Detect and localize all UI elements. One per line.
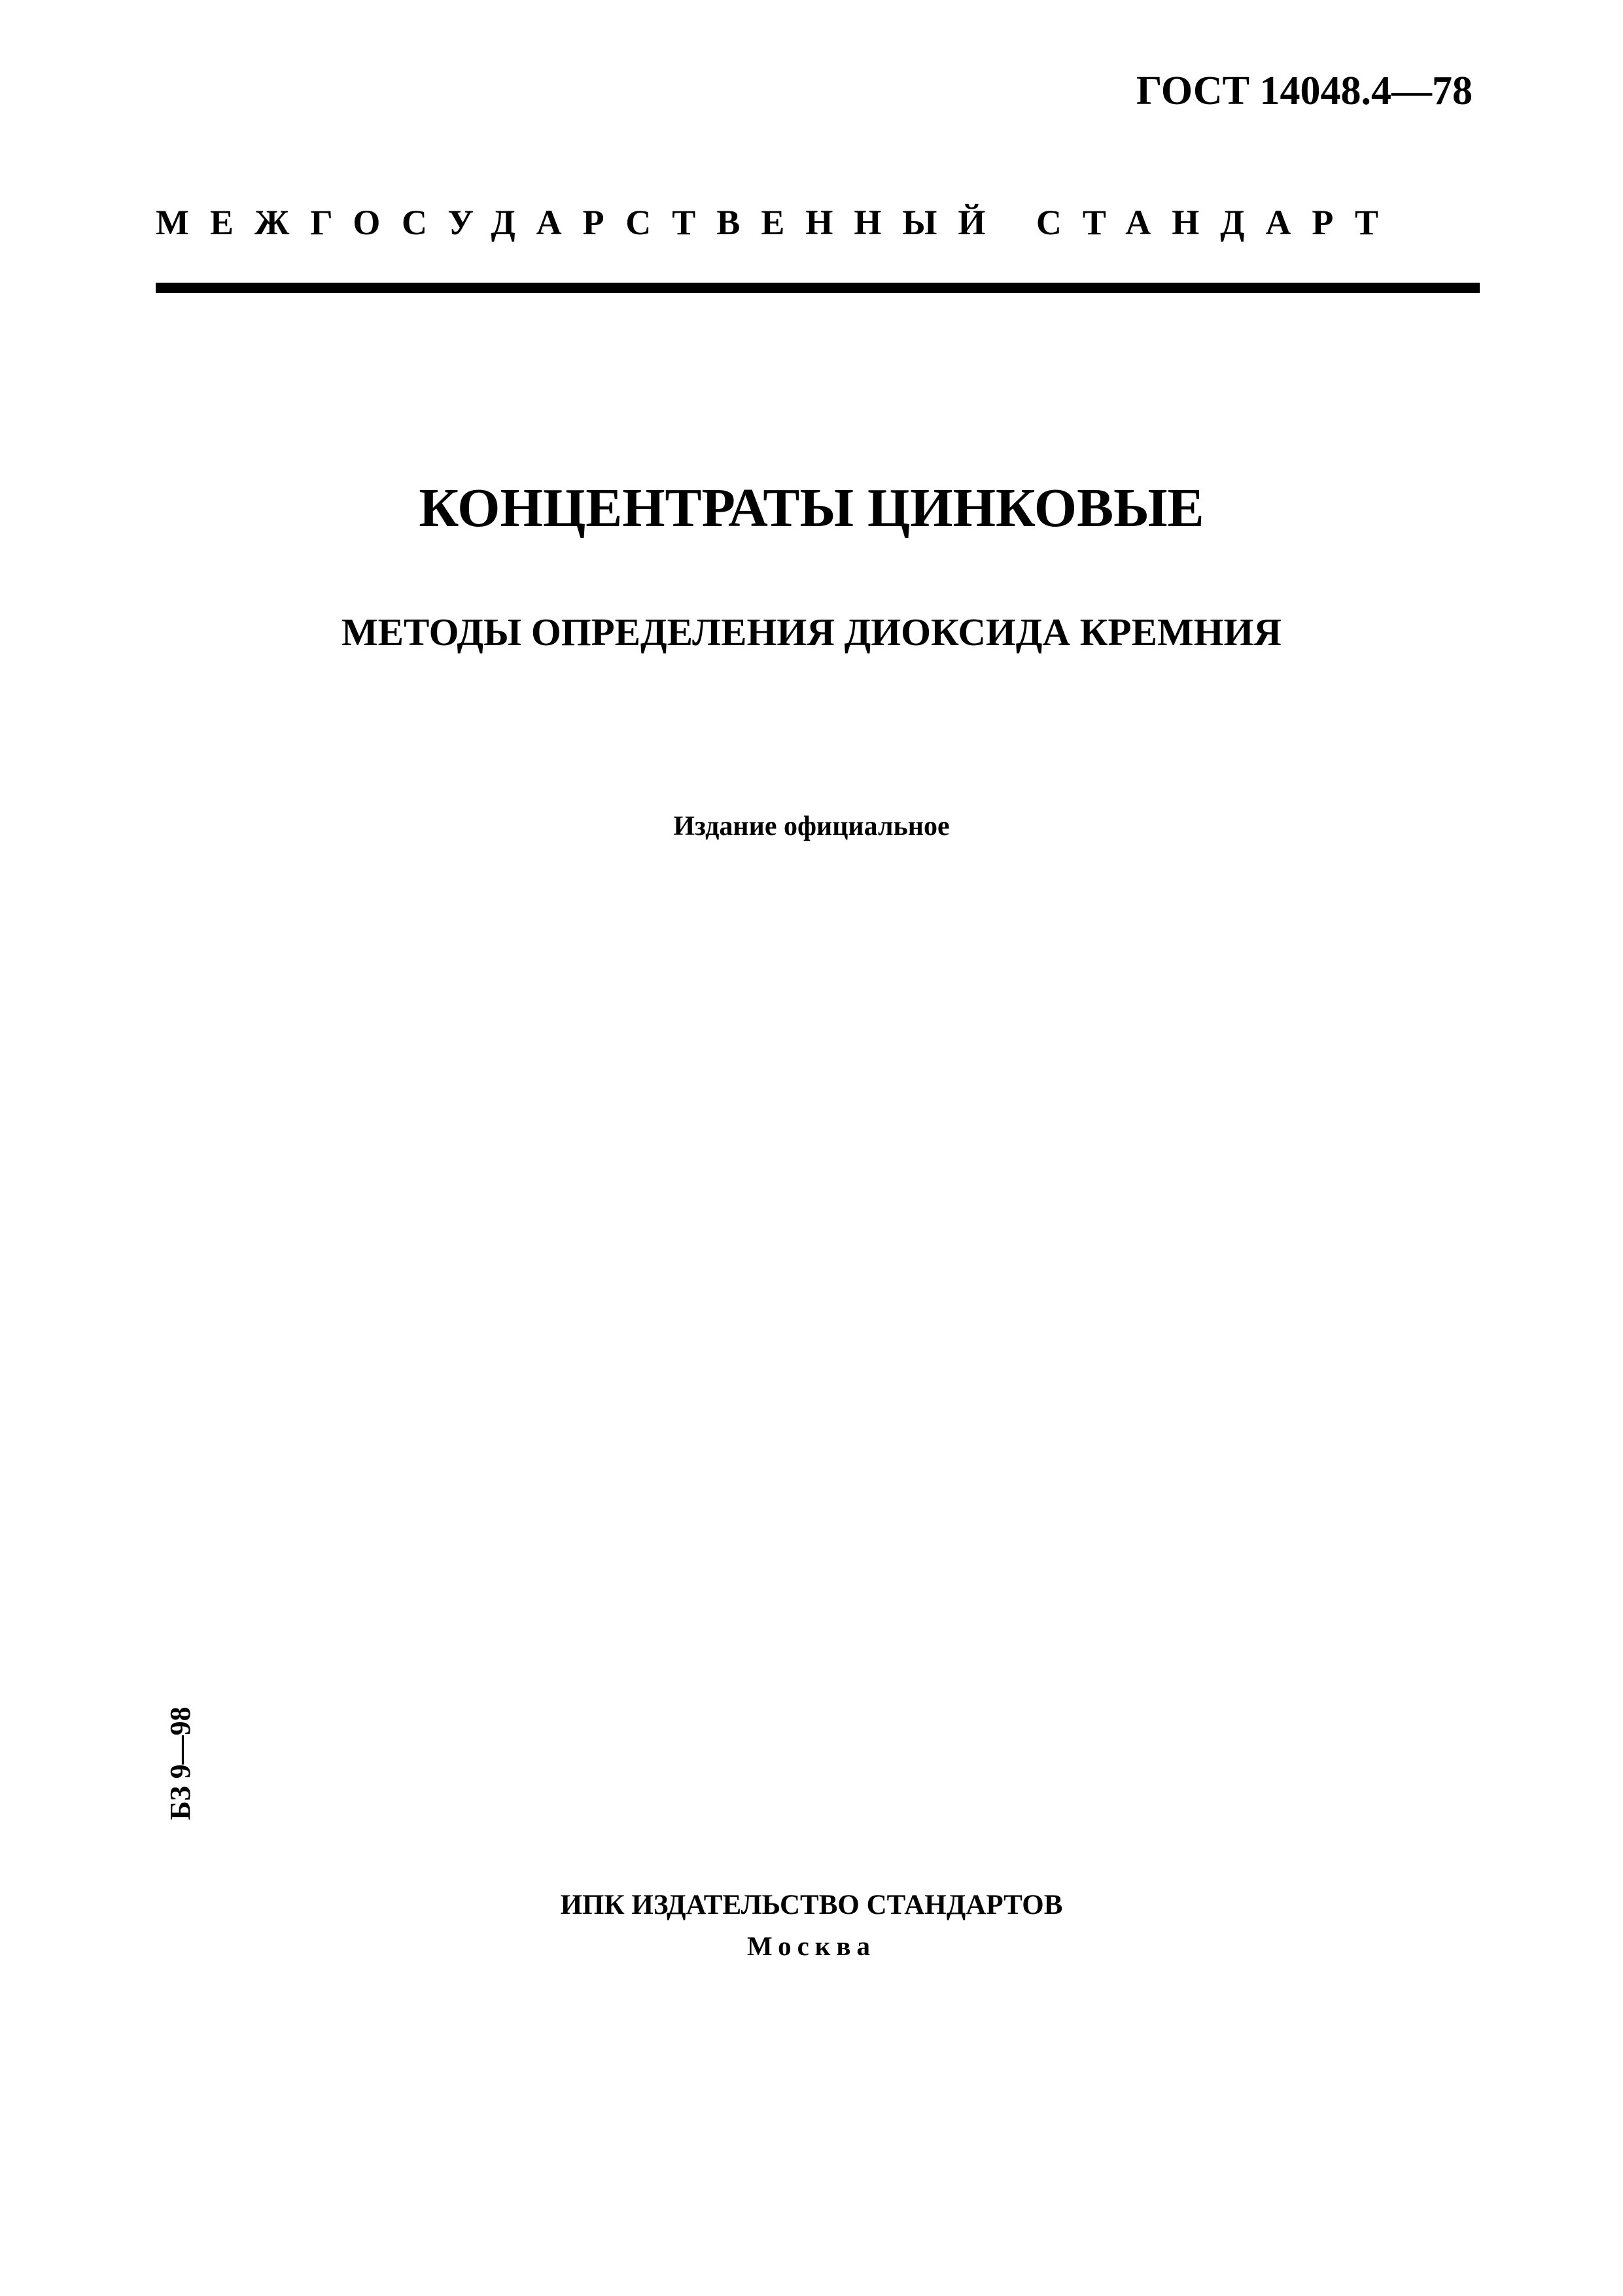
edition-label: Издание официальное xyxy=(673,811,950,841)
publisher-city: Москва xyxy=(746,1931,877,1961)
header-divider xyxy=(156,283,1480,293)
document-subtitle: МЕТОДЫ ОПРЕДЕЛЕНИЯ ДИОКСИДА КРЕМНИЯ xyxy=(341,610,1282,654)
standard-type-heading: МЕЖГОСУДАРСТВЕННЫЙ СТАНДАРТ xyxy=(156,203,1400,242)
standard-number: ГОСТ 14048.4—78 xyxy=(1136,69,1473,113)
publisher-name: ИПК ИЗДАТЕЛЬСТВО СТАНДАРТОВ xyxy=(560,1890,1063,1920)
side-margin-code: БЗ 9—98 xyxy=(164,1706,196,1820)
document-title: КОНЦЕНТРАТЫ ЦИНКОВЫЕ xyxy=(419,478,1204,539)
